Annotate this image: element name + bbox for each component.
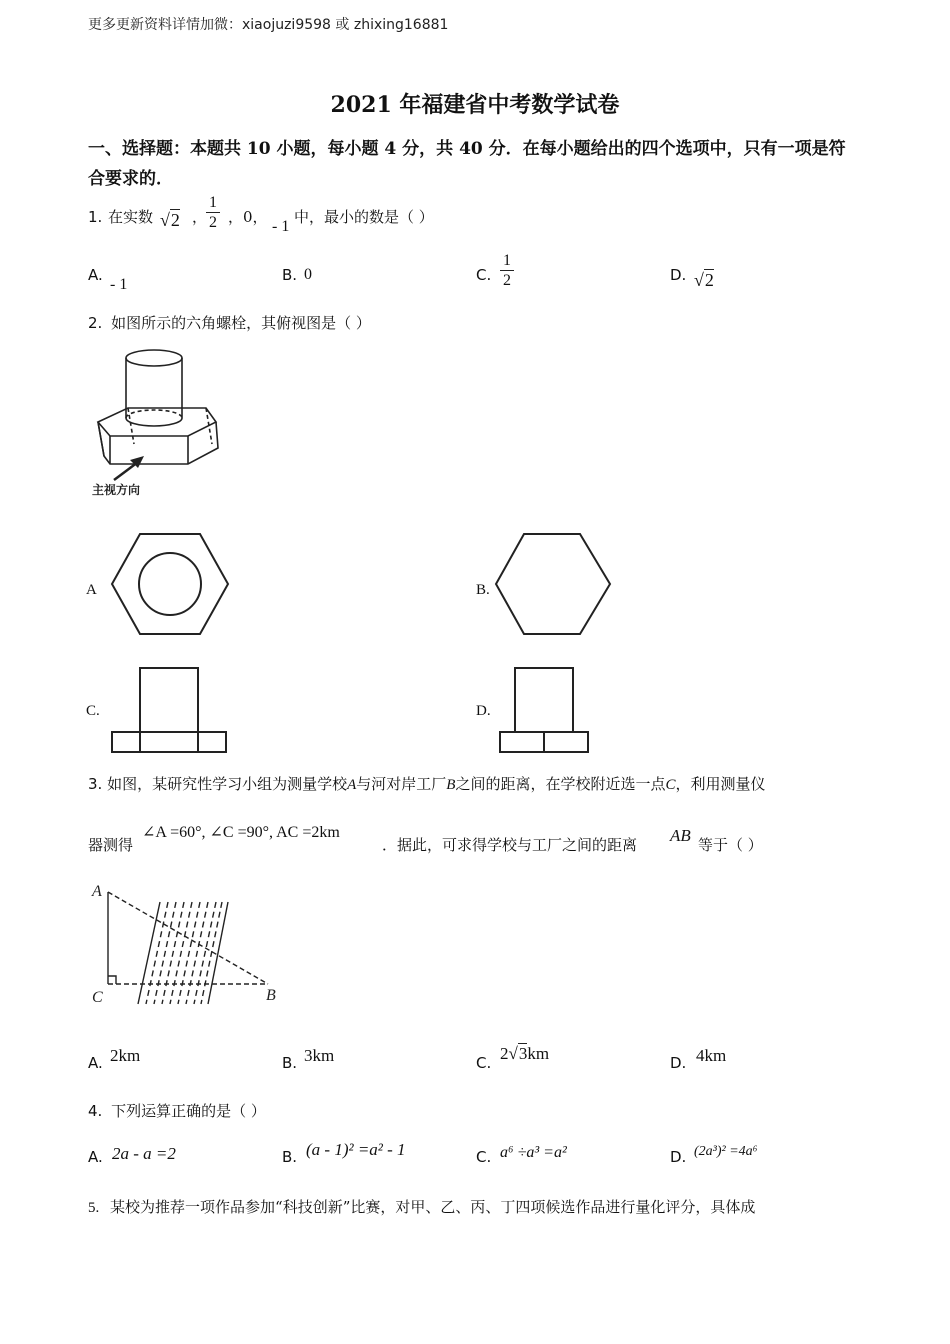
figure-caption: 主视方向	[92, 483, 141, 497]
question-3-line-1: 3. 如图，某研究性学习小组为测量学校A与河对岸工厂B之间的距离，在学校附近选一点C，利用测量仪	[88, 775, 766, 793]
page-title: 2021 年福建省中考数学试卷	[330, 92, 620, 118]
q3-option-b[interactable]: B. 3km	[282, 1046, 335, 1072]
triangle-river-figure	[88, 876, 288, 1010]
hex-top-face	[98, 408, 216, 436]
q3-option-c[interactable]: C. 2√3km	[476, 1044, 550, 1072]
q1-option-b[interactable]: B. 0	[282, 266, 312, 284]
var-b: B	[446, 777, 456, 793]
q2-option-b-figure[interactable]	[494, 532, 614, 636]
right-angle-mark	[108, 976, 116, 984]
q2-option-a-label[interactable]: A	[86, 582, 97, 598]
q2-option-b-label[interactable]: B.	[476, 582, 490, 598]
q4-option-c[interactable]: C. a⁶ ÷a³ =a²	[476, 1144, 567, 1166]
var-c: C	[665, 777, 676, 793]
q3-option-d[interactable]: D. 4km	[670, 1046, 727, 1072]
negative-one: - 1	[272, 218, 290, 235]
q4-option-d[interactable]: D. (2a³)² =4a⁶	[670, 1144, 758, 1166]
question-text-suffix: 中，最小的数是（ ）	[294, 208, 434, 226]
q1-option-d[interactable]: D. √2	[670, 266, 714, 290]
cylinder-top	[126, 350, 182, 366]
q1-option-c[interactable]: C. $\frac{1}{2}$	[476, 252, 656, 298]
question-number: 4.	[88, 1102, 103, 1120]
question-number: 1.	[88, 208, 103, 226]
question-2	[88, 312, 688, 336]
question-text: 在实数	[108, 208, 154, 226]
question-number: 3.	[88, 775, 103, 793]
q1-option-a[interactable]: A. - 1	[88, 266, 128, 293]
question-4	[88, 1100, 688, 1121]
label-a: A	[92, 883, 102, 900]
var-ab: AB	[670, 826, 691, 845]
label-c: C	[92, 989, 103, 1006]
side-ab	[108, 892, 268, 984]
question-text: 某校为推荐一项作品参加“科技创新”比赛，对甲、乙、丙、丁四项候选作品进行量化评分，具体成	[110, 1198, 756, 1216]
fraction-half: $\frac{1}{2}$	[206, 194, 220, 233]
question-5	[88, 1196, 878, 1217]
question-3-line-2: 器测得 ∠A =60°, ∠C =90°, AC =2km ．据此，可求得学校与工厂之间的距离 AB 等于（ ）	[88, 824, 763, 854]
q2-option-c-label[interactable]: C.	[86, 703, 100, 719]
q2-option-a-figure[interactable]	[110, 532, 230, 636]
var-a: A	[347, 777, 357, 793]
q4-option-b[interactable]: B. (a - 1)² =a² - 1	[282, 1140, 406, 1166]
q2-option-d-label[interactable]: D.	[476, 703, 491, 719]
q2-option-d-figure[interactable]	[498, 666, 592, 754]
label-b: B	[266, 987, 276, 1004]
question-text: 下列运算正确的是（ ）	[111, 1102, 266, 1120]
section-heading: 一、选择题：本题共 10 小题，每小题 4 分，共 40 分．在每小题给出的四个选项中，只有一项是符合要求的．	[88, 139, 846, 189]
q3-option-a[interactable]: A. 2km	[88, 1046, 141, 1072]
question-number: 2.	[88, 314, 103, 332]
comma: ，	[192, 208, 208, 226]
question-1	[88, 196, 868, 240]
question-text: 如图所示的六角螺栓，其俯视图是（ ）	[111, 314, 371, 332]
fraction-half: $\frac{1}{2}$	[500, 252, 514, 291]
q2-option-c-figure[interactable]	[110, 666, 230, 754]
hex-bolt-figure	[88, 344, 238, 504]
q4-option-a[interactable]: A. 2a - a =2	[88, 1144, 176, 1166]
question-number: 5.	[88, 1200, 100, 1216]
page-header: 更多更新资料详情加微：xiaojuzi9598 或 zhixing16881	[88, 17, 449, 33]
sqrt-2: √2	[160, 210, 180, 230]
condition-formula: ∠A =60°, ∠C =90°, AC =2km	[142, 824, 340, 841]
hex-side	[98, 422, 218, 464]
question-text-middle: ，0，	[228, 208, 268, 226]
